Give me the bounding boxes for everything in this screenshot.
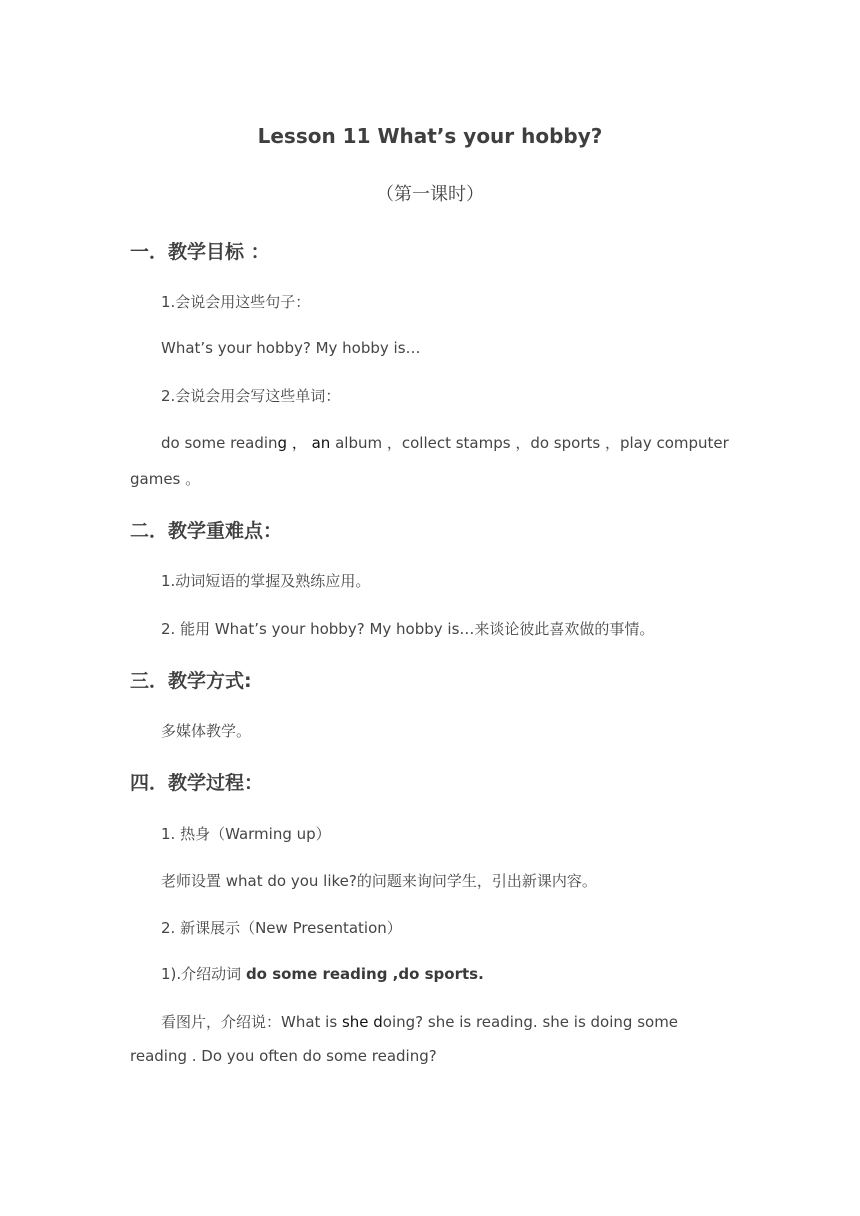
picture-line	[161, 1011, 678, 1032]
picture-part-c: oing? she is reading. she is doing some	[382, 1013, 679, 1031]
vocab-part-b: g ，	[277, 434, 307, 452]
method-line-1: 多媒体教学。	[161, 722, 252, 740]
intro-bold: do some reading ,do sports.	[245, 965, 484, 983]
key-point-line-2: 2. 能用 What’s your hobby? My hobby is…来谈论彼此喜欢做的事情。	[161, 620, 655, 638]
section-heading-objectives: 一．教学目标 ：	[130, 241, 270, 263]
process-line-1: 1. 热身（Warming up）	[161, 825, 331, 843]
picture-part-b: she d	[341, 1013, 383, 1031]
picture-line-continued: reading . Do you often do some reading?	[130, 1047, 437, 1065]
process-line-2: 老师设置 what do you like?的问题来询问学生，引出新课内容。	[161, 872, 597, 890]
page-subtitle: （第一课时）	[376, 184, 484, 205]
section-heading-key-points: 二．教学重难点：	[130, 520, 283, 542]
section-heading-process: 四．教学过程：	[130, 772, 264, 794]
vocab-line	[161, 432, 729, 453]
process-intro-line	[161, 963, 484, 984]
vocab-part-d: album ，collect stamps ，do sports ，play computer	[330, 434, 729, 452]
vocab-part-a: do some readin	[161, 434, 278, 452]
page-title: Lesson 11 What’s your hobby?	[257, 124, 603, 148]
picture-part-a: 看图片，介绍说：What is	[161, 1013, 342, 1031]
objective-line-1: 1.会说会用这些句子：	[161, 293, 311, 311]
vocab-part-c: an	[311, 434, 331, 452]
objective-line-2: What’s your hobby? My hobby is…	[161, 339, 421, 357]
key-point-line-1: 1.动词短语的掌握及熟练应用。	[161, 572, 371, 590]
process-line-3: 2. 新课展示（New Presentation）	[161, 919, 402, 937]
intro-prefix: 1).介绍动词	[161, 965, 246, 983]
section-heading-method: 三．教学方式:	[130, 670, 252, 692]
vocab-line-continued: games 。	[130, 470, 201, 488]
objective-line-3: 2.会说会用会写这些单词：	[161, 387, 341, 405]
